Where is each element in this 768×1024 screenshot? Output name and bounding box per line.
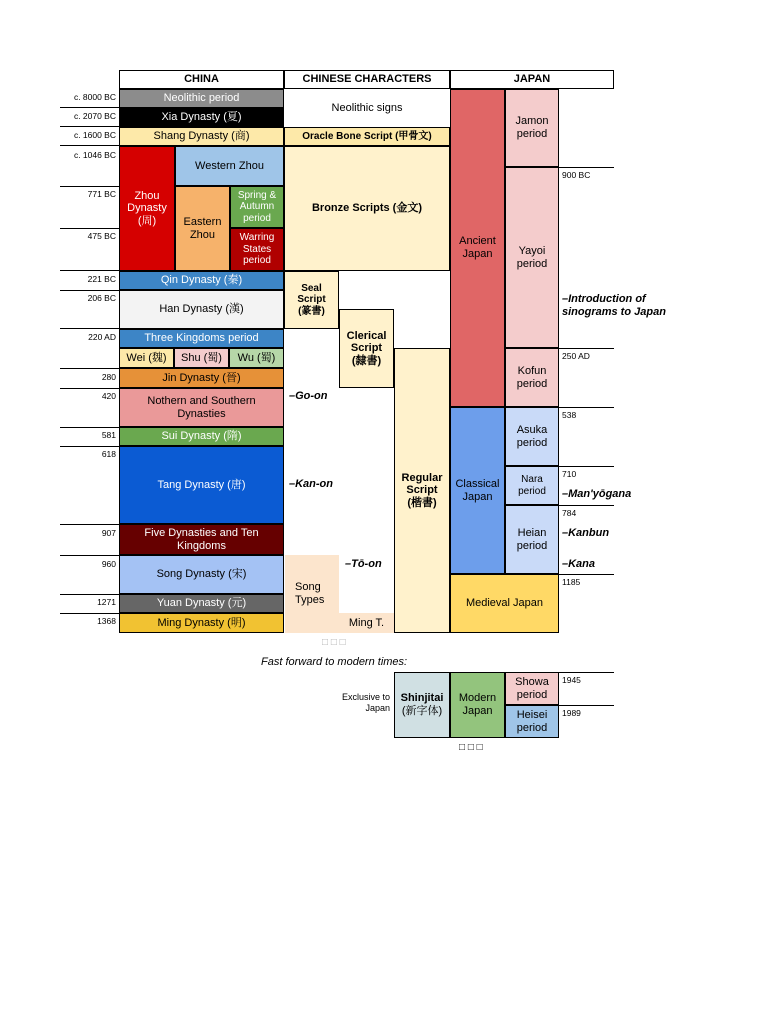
date-label: 618 [101,449,116,459]
date-divider [559,466,614,467]
date-divider [60,446,119,447]
date-divider [559,672,614,673]
showa-date-label: 1945 [562,675,581,685]
kan-on-note: –Kan-on [289,478,333,490]
manyogana-note: –Man'yōgana [562,488,632,500]
date-divider [60,228,119,229]
date-divider [60,270,119,271]
heisei-date-label: 1989 [562,708,581,718]
introduction-sinograms-note: –Introduction of sinograms to Japan [562,293,666,319]
oracle-bone-script: Oracle Bone Script (甲骨文) [284,127,450,146]
shinjitai-characters: (新字体) [401,705,443,717]
date-label: 420 [101,391,116,401]
sui-dynasty: Sui Dynasty (隋) [119,427,284,446]
classical-japan: Classical Japan [450,407,505,574]
tang-dynasty: Tang Dynasty (唐) [119,446,284,524]
japan-date-label: 1185 [562,577,581,587]
kana-note: –Kana [562,558,596,570]
song-types: Song Types [285,555,339,633]
ming-types: Ming T. [339,613,394,633]
date-divider [60,328,119,329]
japan-date-label: 250 AD [562,351,590,361]
date-label: 1271 [97,597,116,607]
date-divider [559,407,614,408]
han-dynasty: Han Dynasty (漢) [119,290,284,329]
heisei-period: Heisei period [505,705,559,738]
date-divider [559,348,614,349]
date-label: 581 [101,430,116,440]
medieval-japan: Medieval Japan [450,574,559,633]
date-divider [60,613,119,614]
eastern-zhou: Eastern Zhou [175,186,230,271]
northern-southern-dynasties: Nothern and Southern Dynasties [119,388,284,427]
date-divider [60,290,119,291]
kofun-period: Kofun period [505,348,559,407]
wu-kingdom: Wu (蜀) [229,348,284,368]
date-divider [559,505,614,506]
date-label: 206 BC [87,293,116,303]
jin-dynasty: Jin Dynasty (晉) [119,368,284,388]
asuka-period: Asuka period [505,407,559,466]
shinjitai [394,672,450,738]
kanbun-note: –Kanbun [562,527,610,539]
heian-period: Heian period [505,505,559,574]
china-header: CHINA [119,70,284,89]
date-label: c. 2070 BC [73,111,116,121]
ancient-japan: Ancient Japan [450,89,505,407]
neolithic-period: Neolithic period [119,89,284,108]
date-label: 1368 [97,616,116,626]
spring-autumn-period: Spring & Autumn period [230,186,284,228]
japan-header: JAPAN [450,70,614,89]
go-on-note: –Go-on [289,390,328,402]
seal-script: Seal Script (篆書) [284,271,339,329]
date-label: 960 [101,559,116,569]
date-divider [60,107,119,108]
warring-states-period: Warring States period [230,228,284,271]
japan-date-label: 538 [562,410,577,420]
date-label: 220 AD [88,332,116,342]
date-divider [60,145,119,146]
date-label: 280 [101,372,116,382]
separator-mark: □ □ □ [459,742,483,753]
date-divider [559,705,614,706]
regular-script: Regular Script (楷書) [394,348,450,633]
zhou-dynasty: Zhou Dynasty (周) [119,146,175,271]
date-divider [60,594,119,595]
yayoi-period: Yayoi period [505,167,559,348]
exclusive-to-japan-label: Exclusive to Japan [341,692,390,713]
date-label: c. 8000 BC [73,92,116,102]
date-divider [60,524,119,525]
ming-dynasty: Ming Dynasty (明) [119,613,284,633]
date-divider [60,388,119,389]
jamon-period: Jamon period [505,89,559,167]
date-label: 221 BC [87,274,116,284]
date-divider [60,555,119,556]
song-dynasty: Song Dynasty (宋) [119,555,284,594]
japan-date-label: 784 [562,508,577,518]
neolithic-signs: Neolithic signs [284,89,450,127]
modern-times-caption: Fast forward to modern times: [261,656,408,668]
yuan-dynasty: Yuan Dynasty (元) [119,594,284,613]
five-dynasties-ten-kingdoms: Five Dynasties and Ten Kingdoms [119,524,284,555]
date-label: 475 BC [87,231,116,241]
qin-dynasty: Qin Dynasty (秦) [119,271,284,290]
date-divider [559,574,614,575]
modern-japan: Modern Japan [450,672,505,738]
showa-period: Showa period [505,672,559,705]
separator-mark: □ □ □ [322,637,346,648]
chinese-characters-header: CHINESE CHARACTERS [284,70,450,89]
date-label: c. 1600 BC [73,130,116,140]
japan-date-label: 710 [562,469,577,479]
three-kingdoms-period: Three Kingdoms period [119,329,284,348]
xia-dynasty: Xia Dynasty (夏) [119,108,284,127]
date-divider [60,126,119,127]
clerical-script: Clerical Script (隸書) [339,309,394,388]
nara-period: Nara period [505,466,559,505]
wei-kingdom: Wei (魏) [119,348,174,368]
date-divider [559,167,614,168]
shang-dynasty: Shang Dynasty (商) [119,127,284,146]
date-label: 907 [101,528,116,538]
japan-date-label: 900 BC [562,170,591,180]
shu-kingdom: Shu (蜀) [174,348,229,368]
bronze-scripts: Bronze Scripts (金文) [284,146,450,271]
date-label: 771 BC [87,189,116,199]
date-label: c. 1046 BC [73,150,116,160]
to-on-note: –Tō-on [345,558,382,570]
date-divider [60,368,119,369]
date-divider [60,427,119,428]
western-zhou: Western Zhou [175,146,284,186]
date-divider [60,186,119,187]
shinjitai-name: Shinjitai [400,692,444,705]
